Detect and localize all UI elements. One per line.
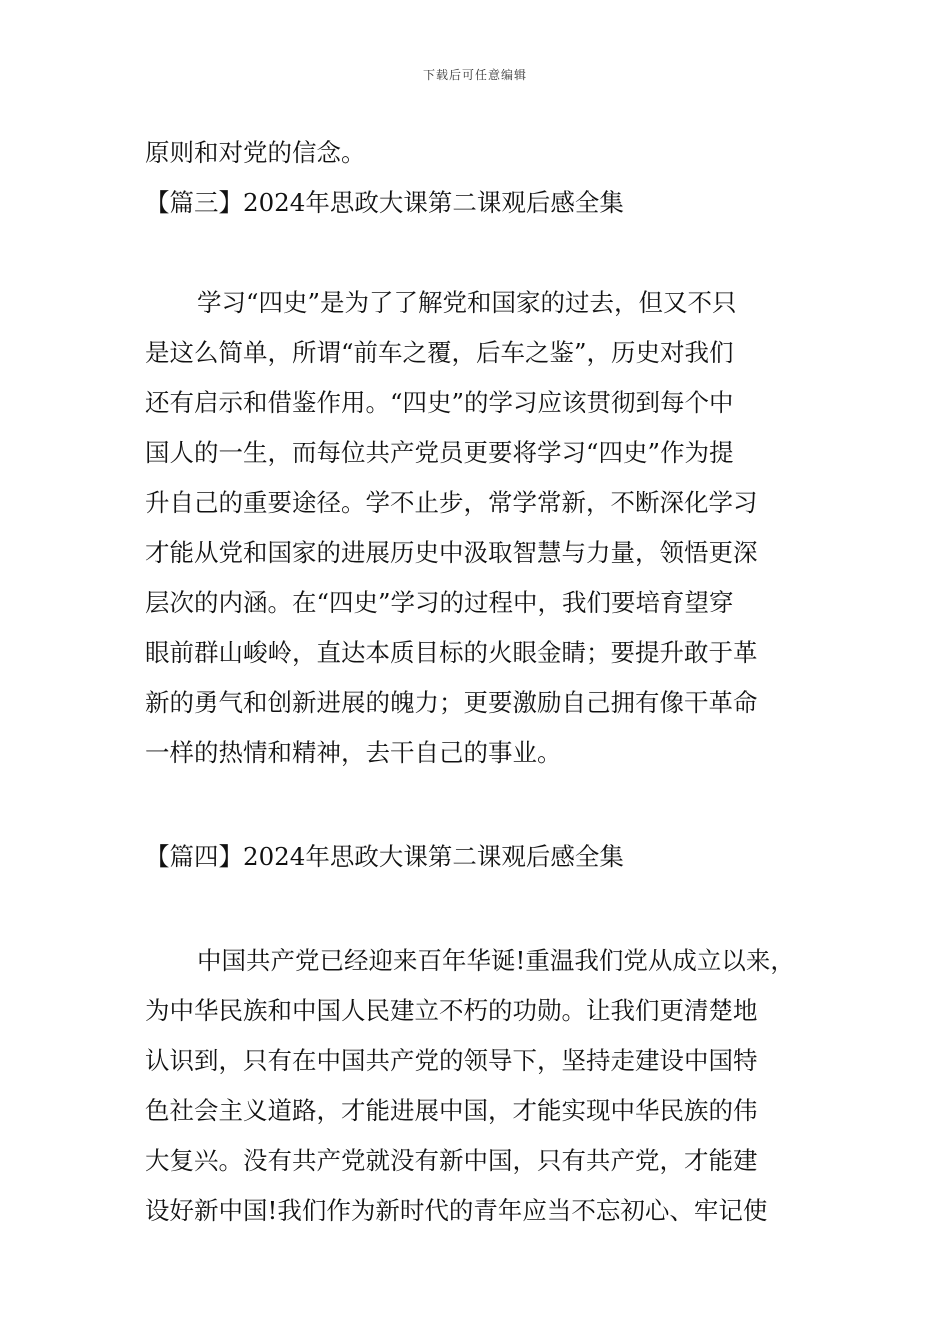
section3-title: 【篇三】2024年思政大课第二课观后感全集 (145, 188, 624, 217)
paragraph-line: 才能从党和国家的进展历史中汲取智慧与力量，领悟更深 (145, 538, 758, 567)
paragraph-line: 新的勇气和创新进展的魄力；更要激励自己拥有像干革命 (145, 688, 758, 717)
paragraph-line: 一样的热情和精神，去干自己的事业。 (145, 738, 562, 767)
paragraph-line: 还有启示和借鉴作用。“四史”的学习应该贯彻到每个中 (145, 388, 734, 417)
paragraph-line: 中国共产党已经迎来百年华诞!重温我们党从成立以来， (197, 946, 795, 975)
paragraph-line: 是这么简单，所谓“前车之覆，后车之鉴”，历史对我们 (145, 338, 734, 367)
paragraph-line: 升自己的重要途径。学不止步，常学常新，不断深化学习 (145, 488, 758, 517)
section4-title: 【篇四】2024年思政大课第二课观后感全集 (145, 842, 624, 871)
intro-line: 原则和对党的信念。 (145, 138, 366, 167)
paragraph-line: 大复兴。没有共产党就没有新中国，只有共产党，才能建 (145, 1146, 758, 1175)
paragraph-line: 国人的一生，而每位共产党员更要将学习“四史”作为提 (145, 438, 734, 467)
paragraph-line: 眼前群山峻岭，直达本质目标的火眼金睛；要提升敢于革 (145, 638, 758, 667)
section4-paragraph (145, 936, 810, 1236)
paragraph-line: 学习“四史”是为了了解党和国家的过去，但又不只 (197, 288, 737, 317)
paragraph-line: 认识到，只有在中国共产党的领导下，坚持走建设中国特 (145, 1046, 758, 1075)
paragraph-line: 设好新中国!我们作为新时代的青年应当不忘初心、牢记使 (145, 1196, 768, 1225)
document-body (145, 128, 810, 1236)
paragraph-line: 色社会主义道路，才能进展中国，才能实现中华民族的伟 (145, 1096, 758, 1125)
spacer (145, 778, 810, 832)
spacer (145, 882, 810, 936)
header-note: 下载后可任意编辑 (422, 68, 527, 82)
paragraph-line: 层次的内涵。在“四史”学习的过程中，我们要培育望穿 (145, 588, 734, 617)
section3-paragraph (145, 278, 810, 778)
paragraph-line: 为中华民族和中国人民建立不朽的功勋。让我们更清楚地 (145, 996, 758, 1025)
spacer (145, 228, 810, 278)
